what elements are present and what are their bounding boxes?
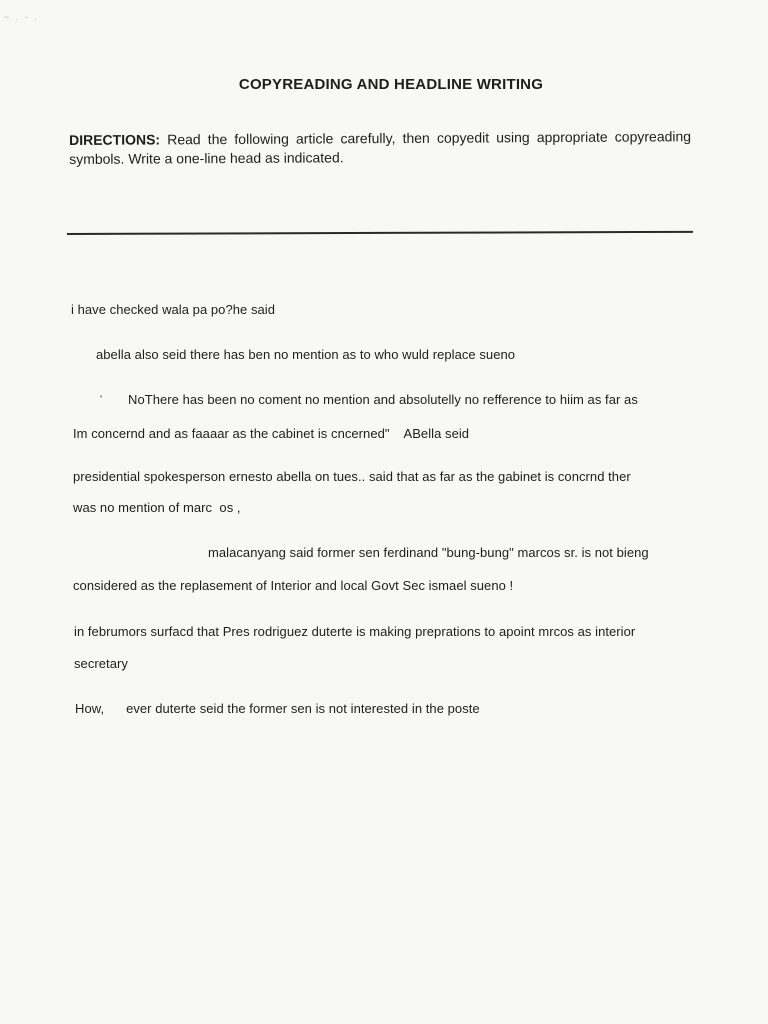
- article-line: presidential spokesperson ernesto abella on tues.. said that as far as the gabinet is concrnd ther: [73, 469, 631, 484]
- article-line: in februmors surfacd that Pres rodriguez duterte is making preprations to apoint mrcos as interior: [74, 624, 636, 639]
- article-line: was no mention of marc os ,: [73, 500, 241, 515]
- article-line: secretary: [74, 656, 128, 671]
- stray-mark: ‘: [100, 394, 103, 405]
- scan-smudge: ~ . - .: [4, 12, 39, 22]
- article-line: considered as the replasement of Interior and local Govt Sec ismael sueno !: [73, 578, 514, 593]
- directions-text: Read the following article carefully, then copyedit using appropriate copyreading symbols. Write a one-line head as indicated.: [69, 128, 692, 167]
- directions-label: DIRECTIONS:: [69, 131, 161, 148]
- directions-paragraph: [69, 127, 691, 169]
- article-line: Im concernd and as faaaar as the cabinet is cncerned" ABella seid: [73, 426, 470, 441]
- page-title: COPYREADING AND HEADLINE WRITING: [238, 76, 544, 93]
- article-line: How, ever duterte seid the former sen is not interested in the poste: [75, 701, 480, 716]
- article-line: i have checked wala pa po?he said: [71, 302, 276, 317]
- article-line: malacanyang said former sen ferdinand "bung-bung" marcos sr. is not bieng: [208, 545, 649, 560]
- answer-line: [67, 231, 693, 235]
- article-line: NoThere has been no coment no mention and absolutelly no refference to hiim as far as: [128, 392, 638, 407]
- article-line: abella also seid there has ben no mention as to who wuld replace sueno: [96, 347, 516, 362]
